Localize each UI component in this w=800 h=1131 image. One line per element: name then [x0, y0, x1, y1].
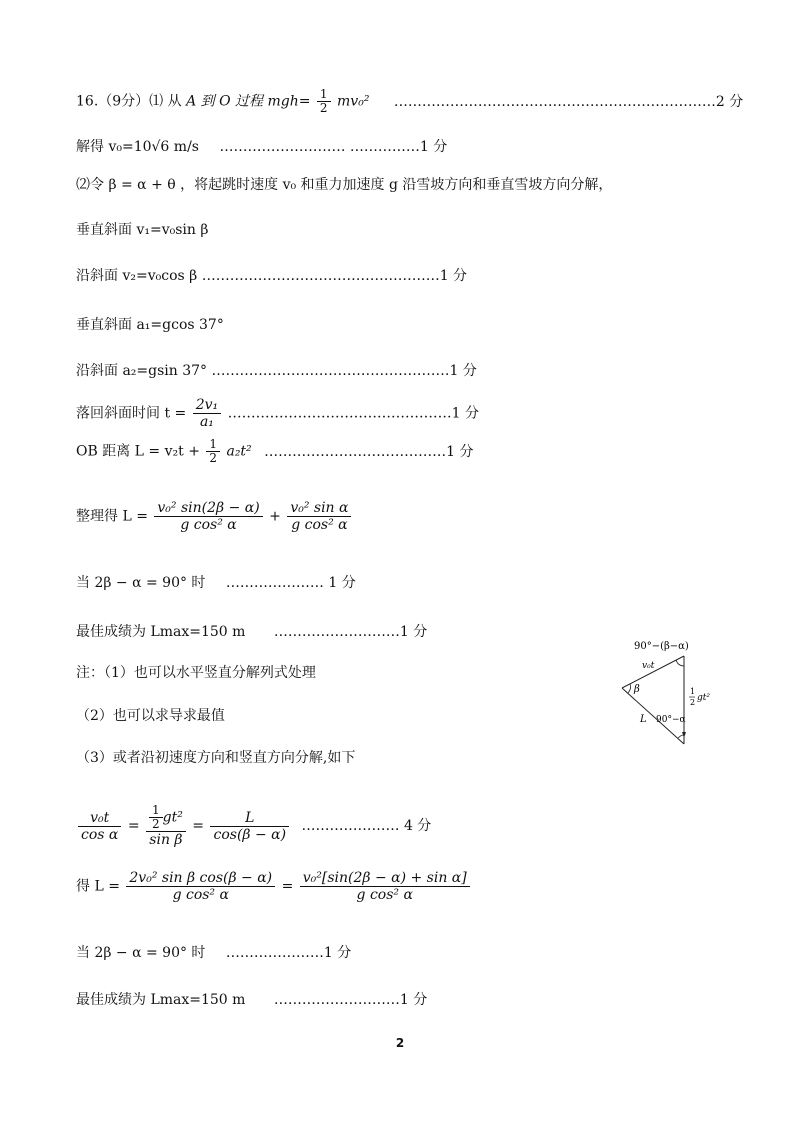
line-ob-post: a₂t²	[226, 443, 252, 460]
line-v1	[76, 220, 208, 240]
ratio-fraction-1	[78, 810, 121, 843]
ratio-eq-2: =	[192, 818, 205, 834]
line-result-L	[76, 870, 472, 903]
line-condition-text: 当 2β − α = 90° 时	[76, 575, 206, 591]
line-best-result-text: 最佳成绩为 Lmax=150 m	[76, 624, 246, 640]
left-angle-arc	[628, 684, 631, 693]
triangle-diagram	[612, 636, 732, 756]
label-L: L	[640, 714, 647, 725]
ratio-inner-num: 1	[149, 804, 163, 818]
note-1	[76, 663, 316, 683]
top-angle-arc	[676, 660, 684, 666]
note-1-text: 注：（1）也可以水平竖直分解列式处理	[76, 665, 316, 681]
simplify-den-2: g cos² α	[291, 517, 348, 533]
line-best-result-score: ………………………1 分	[273, 624, 428, 640]
ratio-fraction-2	[146, 804, 186, 848]
label-half-den: 2	[690, 698, 696, 707]
time-fraction-den: a₁	[199, 414, 214, 430]
ratio-num-2-gt: gt²	[162, 809, 183, 826]
simplify-num-1: v₀² sin(2β − α)	[154, 500, 262, 517]
line-a1	[76, 315, 224, 335]
line-solve-v0	[76, 137, 447, 157]
ratio-inner-den: 2	[152, 817, 160, 831]
line-a2-text: 沿斜面 a₂=gsin 37°	[76, 363, 208, 379]
line-best-result-2	[76, 990, 427, 1010]
note-2	[76, 706, 225, 726]
result-L-num-1: 2v₀² sin β cos(β − α)	[126, 870, 275, 887]
ratio-den-2: sin β	[149, 832, 183, 848]
note-3	[76, 748, 355, 768]
ob-half-den: 2	[209, 451, 218, 465]
ob-half-num: 1	[206, 438, 220, 452]
line-solve-v0-score: ……………………… ……………1 分	[219, 139, 448, 155]
ratio-num-2	[146, 804, 186, 832]
line-best-result-2-text: 最佳成绩为 Lmax=150 m	[76, 992, 246, 1008]
time-fraction	[193, 397, 221, 430]
line-simplify-pre: 整理得 L =	[76, 508, 148, 525]
ratio-score: ………………… 4 分	[301, 818, 432, 834]
line-a2-score: ……………………………………………1 分	[211, 363, 477, 379]
line-decompose-text: ⑵令 β = α + θ ，将起跳时速度 v₀ 和重力加速度 g 沿雪坡方向和垂直雪坡方向分解，	[76, 177, 613, 193]
label-beta: β	[634, 684, 640, 695]
label-v0t: v₀t	[642, 661, 655, 671]
q16-eq-lhs: mgh=	[267, 93, 311, 110]
line-v2-text: 沿斜面 v₂=v₀cos β	[76, 268, 198, 284]
line-time-pre: 落回斜面时间 t =	[76, 405, 187, 422]
line-best-result	[76, 622, 427, 642]
ratio-den-1: cos α	[81, 826, 119, 843]
ratio-fraction-3	[210, 810, 289, 843]
q16-eq-rhs: mv₀²	[337, 93, 370, 110]
note-2-text: （2）也可以求导求最值	[76, 708, 225, 724]
line-condition-2	[76, 943, 351, 963]
simplify-plus: +	[269, 508, 281, 525]
line-v2-score: ……………………………………………1 分	[201, 268, 468, 284]
line-solve-v0-text: 解得 v₀=10√6 m/s	[76, 139, 199, 155]
ob-half-fraction	[206, 438, 220, 465]
page-number: 2	[395, 1036, 405, 1050]
line-time	[76, 397, 479, 430]
result-L-den-1: g cos² α	[172, 887, 229, 903]
result-L-fraction-2	[300, 870, 470, 903]
line-v1-text: 垂直斜面 v₁=v₀sin β	[76, 222, 209, 238]
line-condition	[76, 573, 356, 593]
label-top-angle: 90°−(β−α)	[634, 641, 689, 652]
result-L-num-2: v₀²[sin(2β − α) + sin α]	[300, 870, 470, 887]
line-a1-text: 垂直斜面 a₁=gcos 37°	[76, 317, 224, 333]
result-L-eq: =	[281, 878, 294, 895]
simplify-fraction-1	[154, 500, 262, 533]
label-gt2: gt²	[697, 693, 710, 703]
simplify-fraction-2	[287, 500, 351, 533]
label-bottom-angle: 90°−α	[656, 715, 686, 725]
line-time-score: …………………………………………1 分	[227, 405, 479, 422]
q16-line	[76, 88, 743, 115]
q16-score: ……………………………………………………………2 分	[393, 93, 744, 110]
line-ob-distance	[76, 438, 473, 465]
bottom-angle-arc	[678, 735, 684, 738]
line-condition-2-score: …………………1 分	[225, 945, 352, 961]
ratio-num-1: v₀t	[78, 810, 121, 827]
result-L-pre: 得 L =	[76, 878, 120, 895]
line-ob-score: …………………………………1 分	[264, 443, 474, 460]
time-fraction-num: 2v₁	[193, 397, 221, 414]
simplify-den-1: g cos² α	[180, 517, 237, 533]
ratio-inner-half	[149, 804, 163, 831]
line-ratio	[76, 804, 431, 848]
q16-label: 16.（9分）⑴ 从	[76, 93, 182, 110]
half-fraction: $\frac{1}{2}$	[317, 88, 331, 115]
line-v2	[76, 266, 467, 286]
line-simplify	[76, 500, 353, 533]
line-decompose	[76, 175, 612, 195]
ratio-num-3: L	[210, 810, 289, 827]
simplify-num-2: v₀² sin α	[287, 500, 351, 517]
ratio-den-3: cos(β − α)	[213, 826, 287, 843]
line-best-result-2-score: ………………………1 分	[273, 992, 428, 1008]
line-ob-pre: OB 距离 L = v₂t +	[76, 443, 200, 460]
result-L-fraction-1	[126, 870, 275, 903]
q16-a-to-o: A 到 O 过程	[186, 93, 264, 110]
ratio-eq-1: =	[127, 818, 140, 834]
label-half-num: 1	[690, 687, 696, 696]
note-3-text: （3）或者沿初速度方向和竖直方向分解,如下	[76, 750, 356, 766]
line-condition-2-text: 当 2β − α = 90° 时	[76, 945, 206, 961]
result-L-den-2: g cos² α	[356, 887, 413, 903]
line-a2	[76, 361, 477, 381]
line-condition-score: ………………… 1 分	[225, 575, 356, 591]
